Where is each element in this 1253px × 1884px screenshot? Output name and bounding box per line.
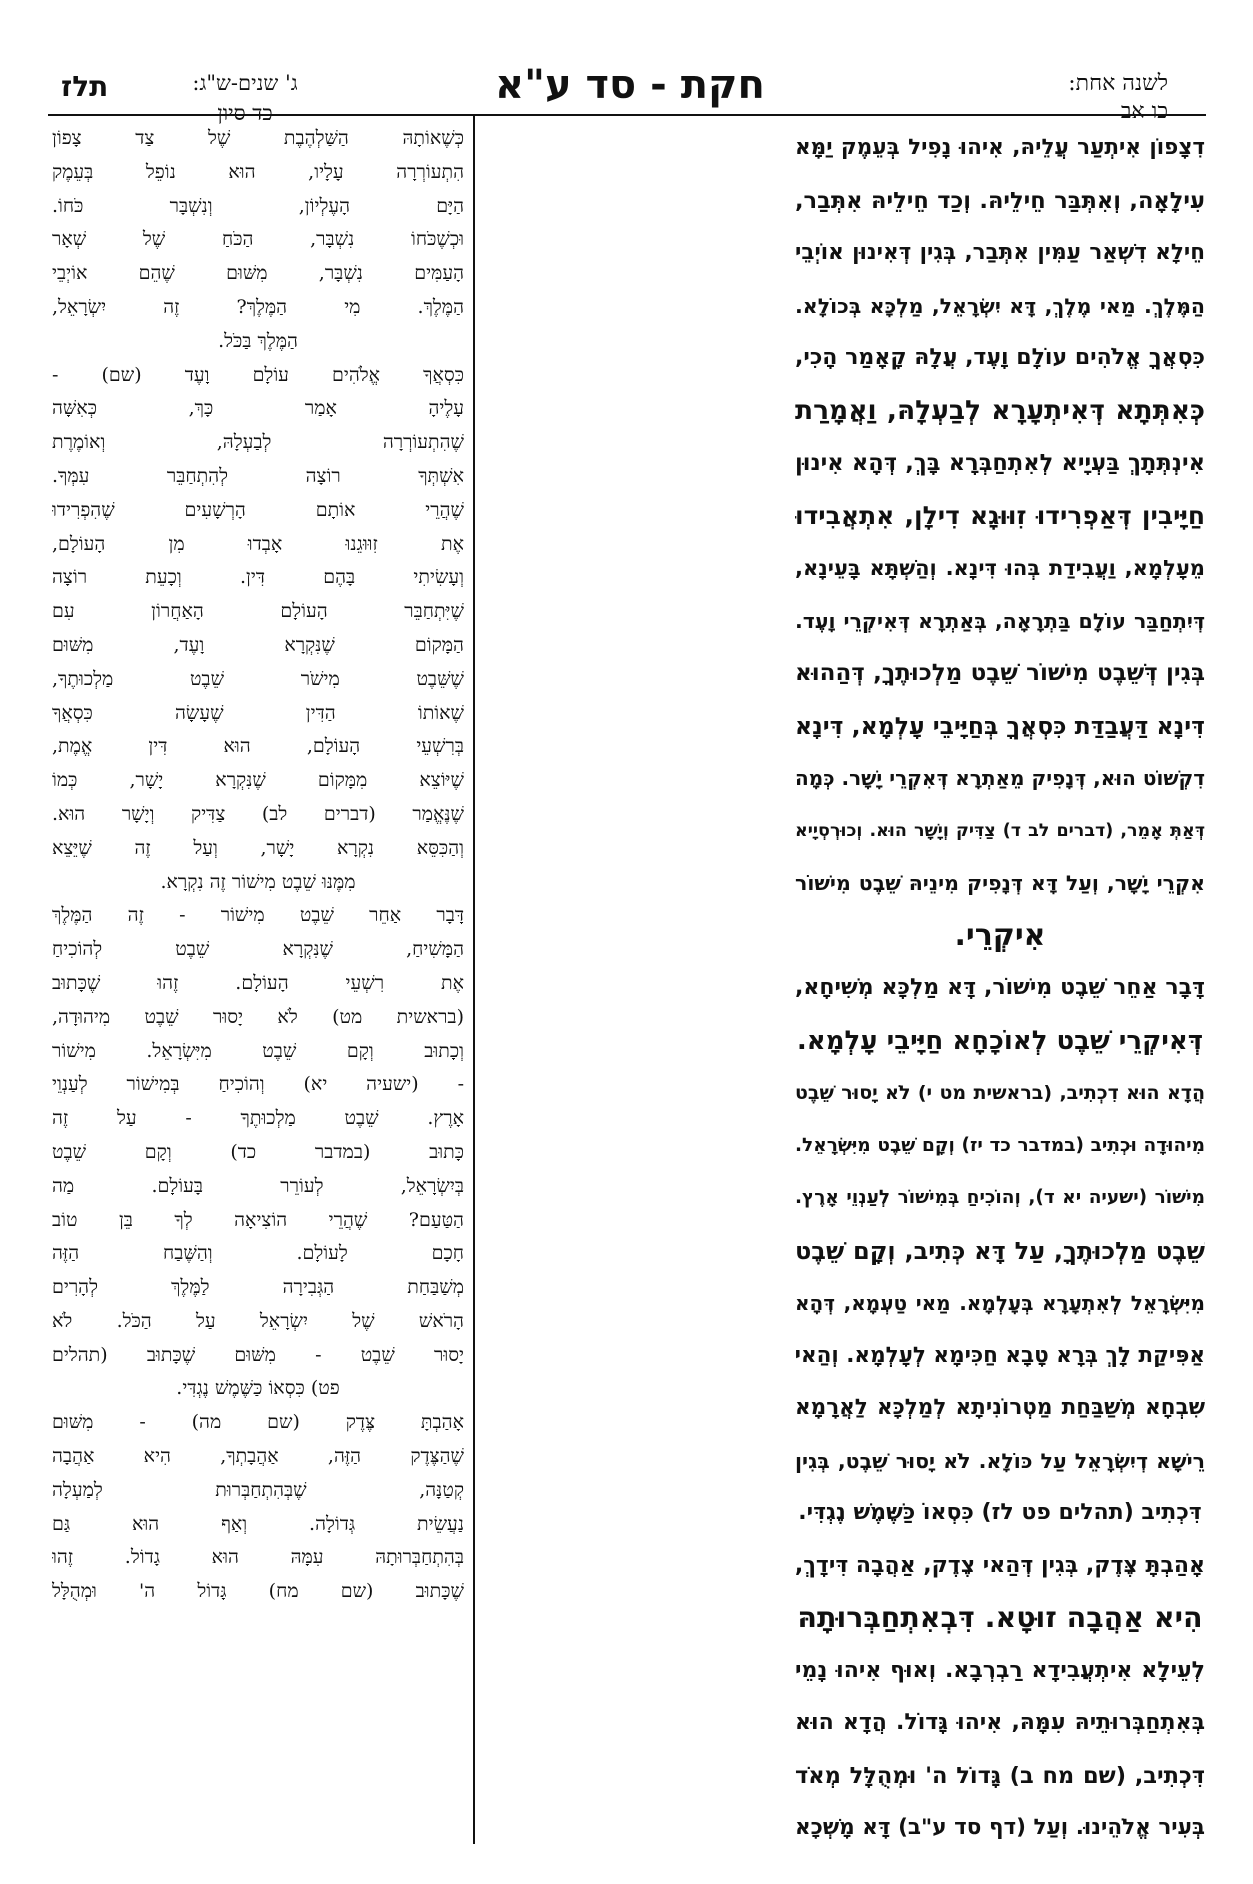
translation-line: שֶׁכָּתוּב (שם מח) גָּדוֹל ה' וּמְהֻלָּל: [52, 1580, 464, 1603]
main-text-line: דְּיִתְחַבַּר עוֹלָם בַּתְרָאָה, בְּאַתְרָא דְּאִיקְרֵי וָעֶד.: [795, 608, 1205, 633]
main-text-line: אִיקְרֵי.: [954, 917, 1046, 953]
running-head-right: [988, 70, 1168, 126]
translation-line: שֶׁיּוֹצֵא מִמָּקוֹם שֶׁנִּקְרָא יָשָׁר, כְּמוֹ: [52, 769, 464, 792]
translation-line: הַמָּקוֹם שֶׁנִּקְרָא וָעֶד, מִשּׁוּם: [52, 633, 464, 656]
translation-line: מְשַׁבַּחַת הַגְּבִירָה לַמֶּלֶךְ לְהָרִים: [52, 1276, 464, 1299]
main-text-line: דְּאִיקְרֵי שֵׁבֶט לְאוֹכָחָא חַיָּיבֵי עָלְמָא.: [796, 1025, 1204, 1056]
translation-line: בְּרִשְׁעֵי הָעוֹלָם, הוּא דִּין אֱמֶת,: [52, 735, 464, 758]
translation-line: שֶׁהַצֶּדֶק הַזֶּה, אַהֲבָתְךָ, הִיא אַהֲבָה: [52, 1445, 464, 1468]
main-text-line: כְּאִתְּתָא דְּאִיתְעָרָא לְבַעְלָהּ, וַאֲמָרַת: [795, 394, 1205, 426]
translation-line: וְהַכִּסֵּא נִקְרָא יָשָׁר, וְעַל זֶה שֶׁיֵּצֵא: [52, 836, 464, 859]
translation-line: הַטַּעַם? שֶׁהֲרֵי הוֹצִיאָה לְךָ בֵּן טוֹב: [52, 1208, 464, 1231]
header-divider: [48, 114, 1206, 116]
main-text-line: דִצָפוֹן אִיתְעַר עֲלֵיהּ, אִיהוּ נָפִיל בְּעֵמֶק יַמָּא: [795, 135, 1205, 160]
main-text-line: חַיָּיבִין דְּאַפְרִידוּ זִוּוּגָא דִילָן, אִתְאֲבִידוּ: [795, 500, 1205, 530]
translation-line: - (ישעיה יא) וְהוֹכִיחַ בְּמִישׁוֹר לְעַנְוֵי: [52, 1073, 464, 1096]
main-text-line: הִיא אַהֲבָה זוּטָא. דִּבְאִתְחַבְּרוּתָהּ: [797, 1601, 1203, 1634]
main-text-line: שִׁבְחָא מְשַׁבַּחַת מַטְרוֹנִיתָא לְמַלְכָּא לַאֲרָמָא: [795, 1395, 1205, 1420]
main-text-line: דִּכְתִיב (תהלים פט לז) כִּסְאוֹ כַּשֶּׁמֶשׁ נֶגְדִּי.: [798, 1500, 1202, 1525]
translation-line: הָרֹאשׁ שֶׁל יִשְׂרָאֵל עַל הַכֹּל. לֹא: [52, 1309, 464, 1332]
translation-line: בְּיִשְׂרָאֵל, לְעוֹרֵר בָּעוֹלָם. מַה: [52, 1174, 464, 1197]
translation-line: הַמֶּלֶךְ. מִי הַמֶּלֶךְ? זֶה יִשְׂרָאֵל,: [52, 295, 464, 318]
header-study-cycle-label: לשנה אחת:: [1068, 71, 1168, 96]
translation-line: הַמֶּלֶךְ בַּכֹּל.: [218, 329, 298, 352]
translation-line: בְּהִתְחַבְּרוּתָהּ עִמָּהּ הוּא גָדוֹל. זֶהוּ: [52, 1546, 464, 1569]
translation-line: אָהַבְתָּ צֶּדֶק (שם מה) - מִשּׁוּם: [52, 1411, 464, 1434]
main-text-line: הֲדָא הוּא דִכְתִיב, (בראשית מט י) לֹא יָסוּר שֵׁבֶט: [795, 1082, 1205, 1104]
translation-line: אֶת זִוּוּגֵנוּ אָבְדוּ מִן הָעוֹלָם,: [52, 532, 464, 555]
main-text-line: עִילָאָה, וְאִתְּבַּר חֵילֵיהּ. וְכַד חֵילֵיהּ אִתְּבַר,: [795, 187, 1205, 214]
translation-line: פט) כִּסְאוֹ כַּשֶּׁמֶשׁ נֶגְדִּי.: [176, 1377, 340, 1400]
main-text-line: הַמֶּלֶךְ. מַאי מֶלֶךְ, דָּא יִשְׂרָאֵל, מַלְכָּא בְּכוֹלָא.: [795, 293, 1205, 318]
translation-line: עָלֶיהָ אָמַר כָּךְ, כְּאִשָּׁה: [52, 397, 464, 420]
translation-line: נַעֲשֵׂית גְּדוֹלָה. וְאַף הוּא גַּם: [52, 1512, 464, 1535]
main-text-line: מִיִּשְׂרָאֵל לְאִתְעָרָא בְּעָלְמָא. מַאי טַעְמָא, דְּהָא: [795, 1291, 1205, 1315]
main-text-line: דִקְשׁוֹט הוּא, דְּנָפִיק מֵאַתְרָא דְּאִקְרֵי יָשָׁר. כְּמָה: [795, 766, 1205, 790]
main-text-line: מִיהוּדָה וּכְתִיב (במדבר כד יז) וְקָם שֵׁבֶט מִיִּשְׂרָאֵל.: [795, 1134, 1205, 1156]
translation-line: אִשְׁתְּךָ רוֹצָה לְהִתְחַבֵּר עִמְּךָ.: [52, 464, 464, 487]
column-divider: [473, 114, 475, 1844]
translation-column: [52, 122, 464, 1844]
translation-line: וְעָשִׂיתִי בָּהֶם דִּין. וְכָעֵת רוֹצָה: [52, 566, 464, 589]
main-text-line: כִּסְאֲךָ אֱלֹהִים עוֹלָם וָעֶד, עֲלָהּ קָאָמַר הָכִי,: [795, 345, 1205, 370]
translation-line: שֶׁנֶּאֱמַר (דברים לב) צַדִּיק וְיָשָׁר הוּא.: [52, 802, 464, 825]
main-text-column: [795, 122, 1205, 1844]
main-text-line: בְּגִין דְּשֵׁבֶט מִישׁוֹר שֵׁבֶט מַלְכוּתֶךָ, דְּהַהוּא: [795, 660, 1205, 686]
page-title: חקת - סד ע"א: [495, 62, 765, 108]
translation-line: שֶׁהִתְעוֹרְרָה לְבַעְלָהּ, וְאוֹמֶרֶת: [52, 431, 464, 454]
main-text-line: אִינְתְּתָךְ בַּעְיָיא לְאִתְחַבְּרָא בָּךְ, דְּהָא אִינוּן: [795, 450, 1205, 476]
main-text-line: דִּינָא דַּעֲבַדַּת כִּסְאֲךָ בְּחַיָּיבֵי עָלְמָא, דִּינָא: [795, 711, 1205, 740]
main-text-line: מִישׁוֹר (ישעיה יא ד), וְהוֹכִיחַ בְּמִישׁוֹר לְעַנְוֵי אָרֶץ.: [795, 1187, 1205, 1208]
translation-line: כִּסְאֲךָ אֱלֹהִים עוֹלָם וָעֶד (שם) -: [52, 363, 464, 386]
translation-line: קְטַנָּה, שֶׁבְּהִתְחַבְּרוּת לְמַעְלָה: [52, 1478, 464, 1501]
translation-line: שֶׁשֵּׁבֶט מִישֹׁר שֵׁבֶט מַלְכוּתֶךָ,: [52, 667, 464, 690]
main-text-line: לְעֵילָא אִיתְעֲבִידָא רַבְרְבָא. וְאוּף אִיהוּ נָמֵי: [795, 1657, 1205, 1683]
translation-line: כָּתוּב (במדבר כד) וְקָם שֵׁבֶט: [52, 1140, 464, 1163]
main-text-line: מֵעָלְמָא, וַעֲבִידַת בְּהוּ דִּינָא. וְהַשְׁתָּא בָּעֵינָא,: [795, 556, 1205, 580]
translation-line: כְּשֶׁאוֹתָהּ הַשַּׁלְהֶבֶת שֶׁל צַד צָפוֹן: [52, 127, 464, 149]
translation-line: הַמָּשִׁיחַ, שֶׁנִּקְרָא שֵׁבֶט לְהוֹכִיחַ: [52, 938, 464, 961]
main-text-line: בְּעִיר אֱלֹהֵינוּ. וְעַל (דף סד ע"ב) דָּא מָשְׁכָא: [795, 1815, 1205, 1840]
translation-line: וּכְשֶׁכֹּחוֹ נִשְׁבָּר, הַכֹּחַ שֶׁל שְׁאָר: [52, 228, 464, 251]
translation-line: שֶׁאוֹתוֹ הַדִּין שֶׁעָשָׂה כִּסְאֲךָ: [52, 701, 464, 724]
main-text-line: שֵׁבֶט מַלְכוּתֶךָ, עַל דָּא כְּתִיב, וְקָם שֵׁבֶט: [795, 1236, 1205, 1265]
header-cycle-info: [145, 68, 345, 128]
header-cycle-date: כד סיון: [217, 101, 273, 125]
header-cycle-label: ג' שנים-ש"ג:: [192, 71, 298, 95]
translation-line: חָכָם לָעוֹלָם. וְהַשֶּׁבַח הַזֶּה: [52, 1242, 464, 1265]
main-text-line: אַפִּיקַת לָךְ בְּרָא טָבָא חַכִּימָא לְעָלְמָא. וְהַאי: [795, 1342, 1205, 1368]
translation-line: הִתְעוֹרְרָה עָלָיו, הוּא נוֹפֵל בְּעֵמֶק: [52, 160, 464, 183]
translation-line: הַיָּם הָעֶלְיוֹן, וְנִשְׁבָּר כֹּחוֹ.: [52, 194, 464, 217]
main-text-line: דִּכְתִיב, (שם מח ב) גָּדוֹל ה' וּמְהֻלָּל מְאֹד: [795, 1762, 1205, 1789]
translation-line: מִמֶּנּוּ שֵׁבֶט מִישׁוֹר זֶה נִקְרָא.: [160, 870, 356, 893]
main-text-line: אָהַבְתָּ צֶּדֶק, בְּגִין דְּהַאי צֶדֶק, אַהֲבָה דִּידָךְ,: [795, 1552, 1205, 1578]
page-number: תלז: [61, 70, 109, 103]
main-text-line: אִקְרֵי יָשָׁר, וְעַל דָּא דְּנָפִיק מִינֵיהּ שֵׁבֶט מִישׁוֹר: [795, 871, 1205, 895]
translation-line: יָסוּר שֵׁבֶט - מִשּׁוּם שֶׁכָּתוּב (תהלים: [52, 1343, 464, 1366]
translation-line: (בראשית מט) לֹא יָסוּר שֵׁבֶט מִיהוּדָה,: [52, 1005, 464, 1028]
translation-line: אָרֶץ. שֵׁבֶט מַלְכוּתֶךָ - עַל זֶה: [52, 1107, 464, 1130]
translation-line: אֶת רִשְׁעֵי הָעוֹלָם. זֶהוּ שֶׁכָּתוּב: [52, 971, 464, 994]
translation-line: וְכָתוּב וְקָם שֵׁבֶט מִיִּשְׂרָאֵל. מִישׁוֹר: [52, 1039, 464, 1062]
translation-line: דָּבָר אַחֵר שֵׁבֶט מִישׁוֹר - זֶה הַמֶּלֶךְ: [52, 904, 464, 927]
main-text-line: בְּאִתְחַבְּרוּתֵיהּ עִמָּהּ, אִיהוּ גָּדוֹל. הֲדָא הוּא: [795, 1710, 1205, 1735]
main-text-line: דָּבָר אַחֵר שֵׁבֶט מִישׁוֹר, דָּא מַלְכָּא מְשִׁיחָא,: [795, 975, 1205, 1000]
main-text-line: רֵישָׁא דְיִשְׂרָאֵל עַל כּוֹלָא. לֹא יָסוּר שֵׁבֶט, בְּגִין: [795, 1448, 1205, 1473]
translation-line: הָעַמִּים נִשְׁבָּר, מִשּׁוּם שֶׁהֵם אוֹיְבֵי: [52, 262, 464, 285]
main-text-line: דְּאַתְּ אָמֵר, (דברים לב ד) צַדִּיק וְיָשָׁר הוּא. וְכוּרְסְיָיא: [795, 820, 1205, 841]
main-text-line: חֵילָא דִשְׁאַר עַמִּין אִתְּבַר, בְּגִין דְּאִינוּן אוֹיְבֵי: [795, 240, 1205, 265]
translation-line: שֶׁהֲרֵי אוֹתָם הָרְשָׁעִים שֶׁהִפְרִידוּ: [52, 498, 464, 521]
header-study-date: כו אב: [1120, 99, 1168, 124]
translation-line: שֶׁיִּתְחַבֵּר הָעוֹלָם הָאַחֲרוֹן עִם: [52, 600, 464, 623]
